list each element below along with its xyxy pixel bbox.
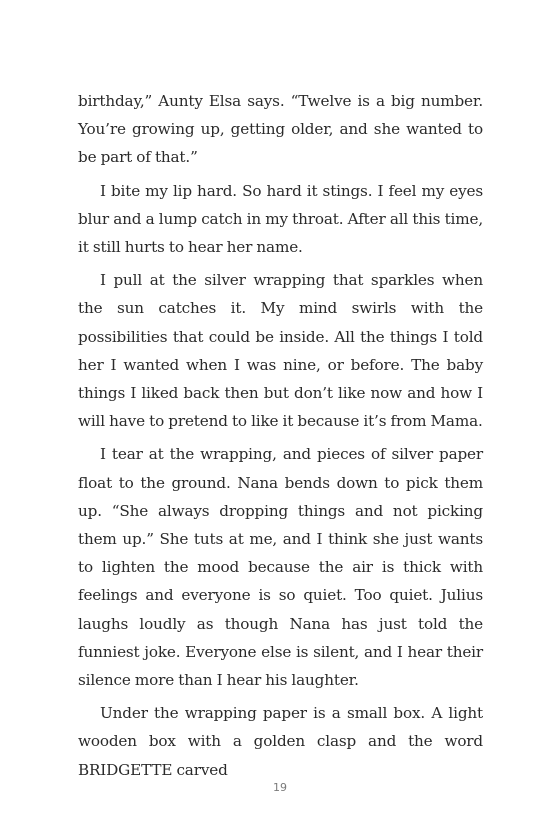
paragraph-1: birthday,” Aunty Elsa says. “Twelve is a big number. You’re growing up, getting older, and she wanted to be part of that.” [78,92,483,167]
paragraph-2: I bite my lip hard. So hard it stings. I feel my eyes blur and a lump catch in my throat. After all this time, it still hurts to hear her name. [78,181,483,257]
body-text [78,87,483,789]
paragraph-3: I pull at the silver wrapping that sparkles when the sun catches it. My mind swirls with the possibilities that could be inside. All the things I told her I wanted when I was nine, or before. The baby things I liked back then but don’t like now and how I will have to pretend to like it because it’s from Mama. [78,271,483,431]
paragraph-5: Under the wrapping paper is a small box. A light wooden box with a golden clasp and the word BRIDGETTE carved [78,704,483,779]
paragraph-4: I tear at the wrapping, and pieces of silver paper float to the ground. Nana bends down to pick them up. “She always dropping things and not picking them up.” She tuts at me, and I think she just wants to lighten the mood because the air is thick with feelings and everyone is so quiet. Too quiet. Julius laughs loudly as though Nana has just told the funniest joke. Everyone else is silent, and I hear their silence more than I hear his laughter. [78,445,483,690]
page-number: 19 [273,781,287,794]
